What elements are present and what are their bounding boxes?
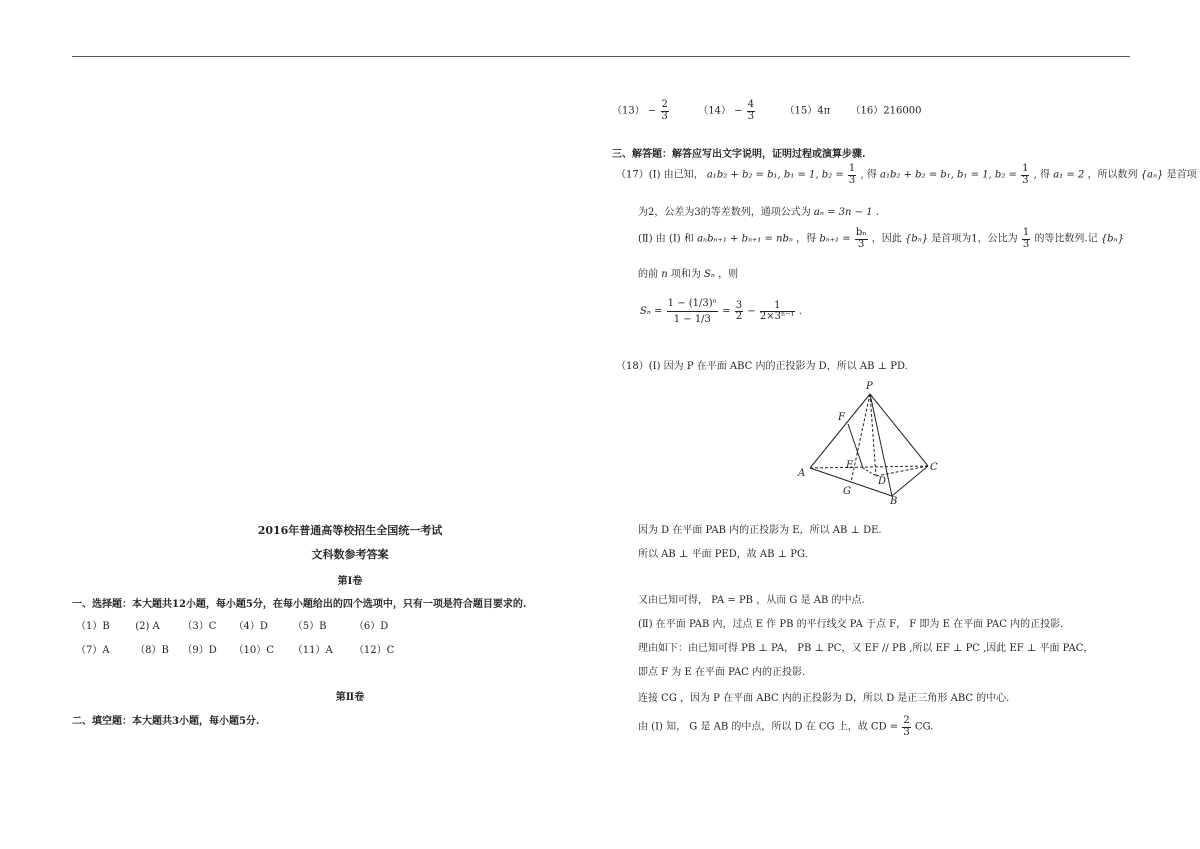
solution-section-heading: 三、解答题：解答应写出文字说明，证明过程或演算步骤.: [612, 149, 866, 160]
q17-text: 是首项为1，公比为: [931, 233, 1018, 245]
q18-text: 由 (Ⅰ) 知， G 是 AB 的中点，所以 D 在 CG 上，故 CD =: [638, 721, 899, 733]
answer-5: （5）B: [292, 621, 327, 632]
sum-period: .: [798, 306, 802, 317]
q18-line-4: 又由已知可得， PA = PB ，从而 G 是 AB 的中点.: [638, 595, 865, 606]
q17-text: .: [875, 207, 879, 218]
fill-answers: [612, 100, 921, 122]
fill-section-heading: 二、填空题：本大题共3小题，每小题5分.: [72, 716, 260, 727]
edge-ac: [810, 466, 928, 468]
q13-denominator: 3: [661, 110, 668, 122]
q17-text: ，则: [718, 269, 739, 280]
q17-text: 的前: [638, 269, 658, 280]
q17-text: （17）(Ⅰ) 由已知，: [616, 169, 704, 181]
answer-11: （11）A: [292, 645, 333, 656]
sum-equals: =: [722, 306, 731, 317]
label-e: E: [846, 460, 854, 471]
q18-fraction: [902, 716, 910, 738]
q16-answer: （16）216000: [850, 105, 922, 117]
q17-text: ，所以数列: [1087, 169, 1138, 181]
label-p: P: [866, 381, 873, 392]
frac-num: 3: [735, 299, 743, 311]
frac-den: 3: [1022, 238, 1030, 250]
sum-numerator: 1 − (1/3)ⁿ: [667, 296, 718, 312]
sum-fraction-1: [735, 301, 743, 323]
frac-num: 1: [848, 163, 856, 174]
label-d: D: [878, 476, 887, 487]
answer-10: （10）C: [233, 645, 274, 656]
frac-num: 2: [903, 715, 910, 726]
answer-1: （1）B: [76, 621, 110, 632]
q17-math: bₙ₊₁ =: [819, 233, 851, 245]
frac-num: bₙ: [855, 227, 867, 238]
q17-text: , 得: [1033, 169, 1050, 181]
q17-math: a₁b₂ + b₂ = b₁, b₁ = 1, b₂ =: [706, 169, 844, 181]
document-title: 2016年普通高等校招生全国统一考试: [257, 524, 443, 537]
document-subtitle: 文科数参考答案: [311, 548, 389, 561]
answer-9: （9）D: [182, 645, 217, 656]
q14-denominator: 3: [747, 110, 755, 122]
q13-sign: −: [647, 105, 657, 117]
edge-bc: [892, 466, 928, 496]
q17-text: 的等比数列.记: [1034, 233, 1098, 245]
choice-section-heading: 一、选择题：本大题共12小题，每小题5分，在每小题给出的四个选项中，只有一项是符合题目要求的.: [72, 599, 527, 610]
label-b: B: [890, 496, 898, 507]
q14-fraction: [747, 100, 755, 122]
frac-num: 1: [1022, 227, 1030, 238]
q18-line-3: 所以 AB ⊥ 平面 PED，故 AB ⊥ PG.: [638, 549, 808, 560]
frac-den: 2: [735, 311, 743, 322]
q18-line-2: 因为 D 在平面 PAB 内的正投影为 E，所以 AB ⊥ DE.: [638, 525, 882, 536]
part-one-heading: 第Ⅰ卷: [337, 576, 363, 587]
part-two-heading: 第Ⅱ卷: [335, 692, 365, 703]
q17-sum-formula: [640, 296, 802, 327]
segment-dc: [876, 466, 928, 476]
q14-sign: −: [734, 105, 743, 117]
answer-2: (2) A: [135, 621, 160, 632]
q17-fraction: [855, 228, 868, 250]
q18-line-9: [638, 716, 933, 738]
q17-math: n: [661, 269, 668, 280]
q17-text: , 得: [860, 169, 877, 181]
q17-math: a₁ = 2: [1053, 169, 1085, 181]
q18-line-8: 连接 CG ，因为 P 在平面 ABC 内的正投影为 D，所以 D 是正三角形 ABC 的中心.: [638, 693, 1010, 704]
sum-lhs: Sₙ =: [640, 306, 663, 317]
q14-label: （14）: [698, 105, 731, 117]
q14-numerator: 4: [747, 99, 755, 110]
q17-fraction: [848, 164, 856, 186]
q13-label: （13）: [612, 105, 645, 117]
q17-text: 是首项: [1166, 169, 1197, 181]
edge-pc: [870, 394, 928, 466]
q17-fraction: [1022, 228, 1030, 250]
answer-3: （3）C: [182, 621, 217, 632]
frac-den: 2×3ⁿ⁻¹: [759, 311, 795, 322]
label-g: G: [843, 486, 851, 497]
q17-text: ，因此: [871, 233, 902, 245]
q17-line-2: [638, 203, 879, 218]
frac-den: 3: [1022, 174, 1029, 186]
sum-denominator: 1 − 1/3: [673, 314, 711, 325]
q17-text: (Ⅱ) 由 (Ⅰ) 和: [638, 233, 694, 245]
q17-math: {bₙ}: [904, 233, 929, 245]
q18-line-5: (Ⅱ) 在平面 PAB 内，过点 E 作 PB 的平行线交 PA 于点 F， F 即为 E 在平面 PAC 内的正投影.: [638, 619, 1064, 630]
q18-text: CG.: [914, 721, 934, 733]
choice-answers-row-2: [76, 641, 402, 656]
sum-minus: −: [747, 306, 756, 317]
answer-7: （7）A: [76, 645, 110, 656]
frac-num: 1: [760, 301, 795, 313]
answer-4: （4）D: [233, 621, 268, 632]
choice-answers-row-1: [76, 617, 402, 632]
header-rule: [72, 56, 1130, 57]
frac-den: 3: [903, 726, 910, 738]
q17-text: 为2，公差为3的等差数列，通项公式为: [638, 207, 811, 218]
q18-line-7: 即点 F 为 E 在平面 PAC 内的正投影.: [638, 667, 806, 678]
q17-text: 项和为: [670, 269, 701, 280]
frac-num: 1: [1022, 163, 1029, 174]
answer-6: （6）D: [353, 621, 389, 632]
q17-math: {aₙ}: [1140, 169, 1164, 181]
q17-line-1: [616, 164, 1197, 186]
frac-den: 3: [858, 238, 865, 250]
q17-line-3: [638, 228, 1124, 250]
label-c: C: [930, 462, 938, 473]
q18-line-6: 理由如下：由已知可得 PB ⊥ PA， PB ⊥ PC，又 EF // PB ,所以 EF ⊥ PC ,因此 EF ⊥ 平面 PAC，: [638, 643, 1094, 654]
q17-math: Sₙ: [704, 269, 715, 280]
frac-den: 3: [848, 174, 856, 186]
sum-fraction-2: [760, 301, 795, 323]
q17-text: ，得: [796, 233, 817, 245]
segment-pg: [851, 394, 870, 482]
q17-line-4: [638, 265, 738, 280]
pyramid-diagram: [790, 378, 950, 508]
q17-math: aₙ = 3n − 1: [813, 207, 873, 218]
edge-pa: [810, 394, 870, 468]
label-a: A: [798, 468, 806, 479]
q18-line-1: （18）(Ⅰ) 因为 P 在平面 ABC 内的正投影为 D，所以 AB ⊥ PD.: [616, 361, 908, 372]
answer-12: （12）C: [353, 645, 395, 656]
sum-main-fraction: [667, 296, 718, 327]
q17-math: a₁b₂ + b₂ = b₁, b₁ = 1, b₂ =: [880, 169, 1017, 181]
q13-fraction: [661, 100, 669, 122]
q13-numerator: 2: [661, 99, 668, 110]
label-f: F: [838, 412, 845, 423]
q17-math: aₙbₙ₊₁ + bₙ₊₁ = nbₙ: [697, 233, 793, 245]
segment-ed: [863, 468, 876, 476]
q17-fraction: [1021, 164, 1029, 186]
answer-8: （8）B: [135, 645, 169, 656]
q15-answer: （15）4π: [784, 105, 831, 117]
q17-math: {bₙ}: [1100, 233, 1124, 245]
